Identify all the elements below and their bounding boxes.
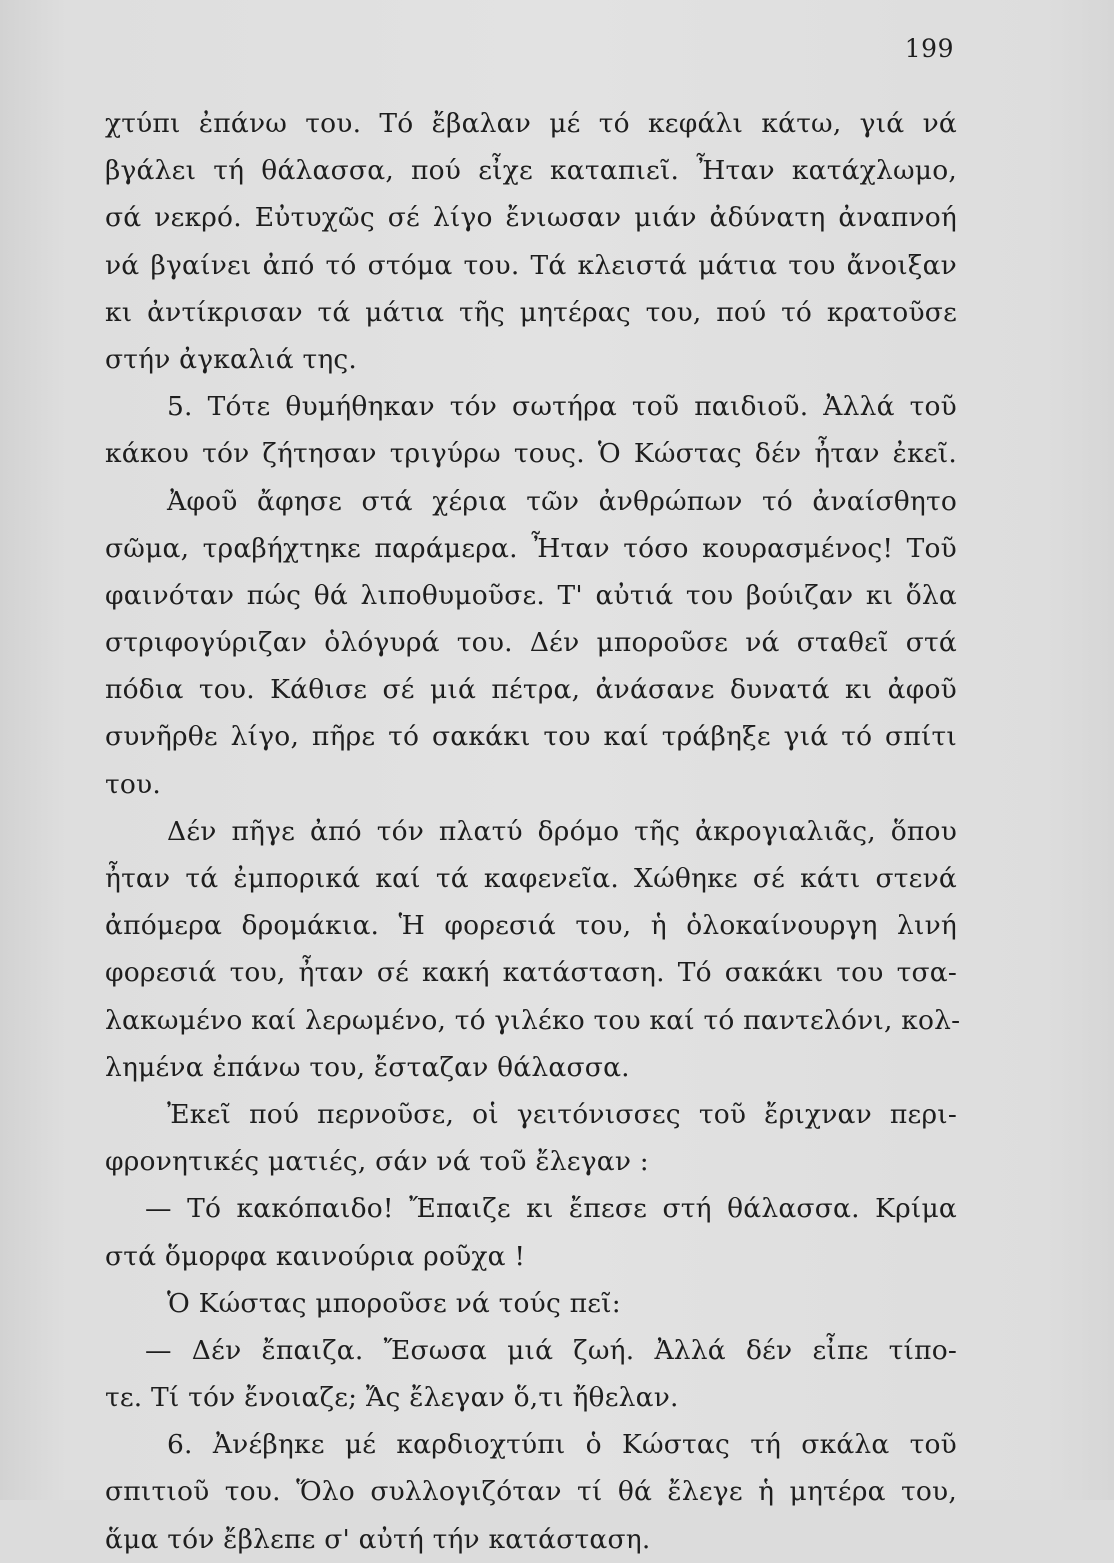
text-line: στά ὅμορφα καινούρια ροῦχα ! (105, 1240, 526, 1272)
text-line: — Τό κακόπαιδο! Ἔπαιζε κι ἔπεσε στή θάλασσα. Κρίμα (145, 1193, 957, 1225)
text-line: 6. Ἀνέβηκε μέ καρδιοχτύπι ὁ Κώστας τή σκάλα τοῦ (167, 1429, 957, 1461)
text-line: Δέν πῆγε ἀπό τόν πλατύ δρόμο τῆς ἀκρογιαλιᾶς, ὅπου (167, 815, 957, 847)
page-number: 199 (904, 34, 954, 63)
text-line: φαινόταν πώς θά λιποθυμοῦσε. Τ' αὐτιά του βούιζαν κι ὅλα (105, 579, 957, 611)
text-line: συνῆρθε λίγο, πῆρε τό σακάκι του καί τράβηξε γιά τό σπίτι (105, 721, 957, 753)
text-line: πόδια του. Κάθισε σέ μιά πέτρα, ἀνάσανε δυνατά κι ἀφοῦ (105, 674, 957, 706)
text-line: του. (105, 768, 161, 800)
text-line: 5. Τότε θυμήθηκαν τόν σωτήρα τοῦ παιδιοῦ. Ἀλλά τοῦ (167, 391, 957, 423)
text-line: Ἐκεῖ πού περνοῦσε, οἱ γειτόνισσες τοῦ ἔριχναν περι- (167, 1098, 957, 1130)
text-line: τε. Τί τόν ἔνοιαζε; Ἄς ἔλεγαν ὅ,τι ἤθελαν. (105, 1382, 679, 1414)
text-line: σῶμα, τραβήχτηκε παράμερα. Ἦταν τόσο κουρασμένος! Τοῦ (105, 532, 957, 564)
text-line: ἀπόμερα δρομάκια. Ἡ φορεσιά του, ἡ ὁλοκαίνουργη λινή (105, 910, 957, 942)
body-text (105, 100, 961, 1563)
text-line: νά βγαίνει ἀπό τό στόμα του. Τά κλειστά μάτια του ἄνοιξαν (105, 249, 957, 281)
text-line: κάκου τόν ζήτησαν τριγύρω τους. Ὁ Κώστας δέν ἦταν ἐκεῖ. (105, 438, 957, 470)
text-line: φρονητικές ματιές, σάν νά τοῦ ἔλεγαν : (105, 1146, 649, 1178)
text-line: Ἀφοῦ ἄφησε στά χέρια τῶν ἀνθρώπων τό ἀναίσθητο (167, 485, 957, 517)
text-line: κι ἀντίκρισαν τά μάτια τῆς μητέρας του, πού τό κρατοῦσε (105, 296, 957, 328)
text-line: βγάλει τή θάλασσα, πού εἶχε καταπιεῖ. Ἦταν κατάχλωμο, (105, 155, 957, 187)
text-line: σπιτιοῦ του. Ὅλο συλλογιζόταν τί θά ἔλεγε ἡ μητέρα του, (105, 1476, 957, 1508)
text-line: Ὁ Κώστας μποροῦσε νά τούς πεῖ: (167, 1287, 621, 1319)
text-line: στριφογύριζαν ὁλόγυρά του. Δέν μποροῦσε νά σταθεῖ στά (105, 627, 957, 659)
text-line: σά νεκρό. Εὐτυχῶς σέ λίγο ἔνιωσαν μιάν ἀδύνατη ἀναπνοή (105, 202, 957, 234)
text-line: — Δέν ἔπαιζα. Ἔσωσα μιά ζωή. Ἀλλά δέν εἶπε τίπο- (145, 1334, 957, 1366)
text-line: λακωμένο καί λερωμένο, τό γιλέκο του καί τό παντελόνι, κολ- (105, 1004, 961, 1036)
text-line: ἦταν τά ἐμπορικά καί τά καφενεῖα. Χώθηκε σέ κάτι στενά (105, 863, 957, 894)
text-line: φορεσιά του, ἦταν σέ κακή κατάσταση. Τό σακάκι του τσα- (105, 957, 957, 989)
text-line: στήν ἀγκαλιά της. (105, 343, 358, 375)
text-line: ἅμα τόν ἔβλεπε σ' αὐτή τήν κατάσταση. (105, 1523, 651, 1555)
text-line: χτύπι ἐπάνω του. Τό ἔβαλαν μέ τό κεφάλι κάτω, γιά νά (105, 108, 957, 139)
text-line: λημένα ἐπάνω του, ἔσταζαν θάλασσα. (105, 1051, 630, 1083)
